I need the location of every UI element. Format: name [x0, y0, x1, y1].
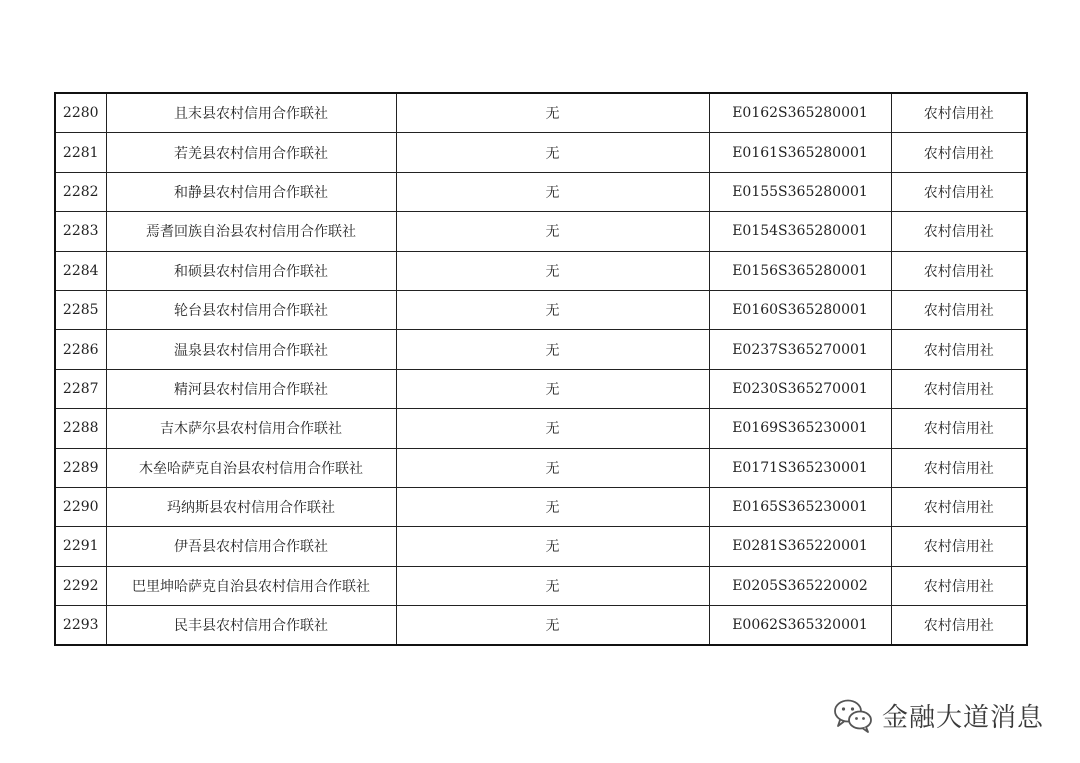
- cell-other: 无: [396, 527, 709, 566]
- cell-institution-type: 农村信用社: [891, 566, 1027, 605]
- cell-institution-name: 吉木萨尔县农村信用合作联社: [106, 409, 396, 448]
- cell-institution-name: 温泉县农村信用合作联社: [106, 330, 396, 369]
- cell-other: 无: [396, 566, 709, 605]
- table-row: [55, 93, 1027, 133]
- cell-institution-code: E0162S365280001: [709, 93, 891, 133]
- cell-other: 无: [396, 330, 709, 369]
- cell-institution-name: 木垒哈萨克自治县农村信用合作联社: [106, 448, 396, 487]
- institution-table: [54, 92, 1028, 646]
- cell-serial-number: 2289: [55, 448, 106, 487]
- cell-other: 无: [396, 409, 709, 448]
- cell-institution-name: 和静县农村信用合作联社: [106, 172, 396, 211]
- cell-institution-type: 农村信用社: [891, 251, 1027, 290]
- cell-institution-name: 轮台县农村信用合作联社: [106, 290, 396, 329]
- table-row: [55, 448, 1027, 487]
- cell-serial-number: 2285: [55, 290, 106, 329]
- cell-institution-name: 焉耆回族自治县农村信用合作联社: [106, 212, 396, 251]
- cell-institution-name: 且末县农村信用合作联社: [106, 93, 396, 133]
- cell-institution-type: 农村信用社: [891, 409, 1027, 448]
- cell-institution-name: 精河县农村信用合作联社: [106, 369, 396, 408]
- table-row: [55, 369, 1027, 408]
- wechat-icon: [832, 696, 874, 734]
- cell-institution-type: 农村信用社: [891, 487, 1027, 526]
- cell-other: 无: [396, 606, 709, 646]
- cell-serial-number: 2282: [55, 172, 106, 211]
- cell-other: 无: [396, 487, 709, 526]
- cell-institution-code: E0154S365280001: [709, 212, 891, 251]
- cell-institution-type: 农村信用社: [891, 527, 1027, 566]
- table-row: [55, 330, 1027, 369]
- cell-serial-number: 2292: [55, 566, 106, 605]
- table-row: [55, 487, 1027, 526]
- cell-institution-name: 若羌县农村信用合作联社: [106, 133, 396, 172]
- cell-serial-number: 2284: [55, 251, 106, 290]
- cell-serial-number: 2281: [55, 133, 106, 172]
- table-body: [55, 93, 1027, 645]
- cell-institution-code: E0062S365320001: [709, 606, 891, 646]
- cell-serial-number: 2280: [55, 93, 106, 133]
- table-row: [55, 212, 1027, 251]
- cell-institution-code: E0169S365230001: [709, 409, 891, 448]
- cell-institution-name: 伊吾县农村信用合作联社: [106, 527, 396, 566]
- cell-serial-number: 2290: [55, 487, 106, 526]
- cell-institution-type: 农村信用社: [891, 290, 1027, 329]
- cell-institution-name: 和硕县农村信用合作联社: [106, 251, 396, 290]
- cell-institution-code: E0161S365280001: [709, 133, 891, 172]
- cell-other: 无: [396, 369, 709, 408]
- cell-institution-type: 农村信用社: [891, 606, 1027, 646]
- table-row: [55, 606, 1027, 646]
- cell-institution-type: 农村信用社: [891, 369, 1027, 408]
- cell-serial-number: 2293: [55, 606, 106, 646]
- table-row: [55, 290, 1027, 329]
- cell-serial-number: 2286: [55, 330, 106, 369]
- cell-institution-type: 农村信用社: [891, 133, 1027, 172]
- cell-institution-code: E0237S365270001: [709, 330, 891, 369]
- cell-institution-name: 巴里坤哈萨克自治县农村信用合作联社: [106, 566, 396, 605]
- cell-other: 无: [396, 212, 709, 251]
- table-row: [55, 409, 1027, 448]
- table-row: [55, 527, 1027, 566]
- table-row: [55, 133, 1027, 172]
- cell-institution-type: 农村信用社: [891, 172, 1027, 211]
- cell-other: 无: [396, 448, 709, 487]
- cell-institution-code: E0230S365270001: [709, 369, 891, 408]
- cell-institution-type: 农村信用社: [891, 330, 1027, 369]
- cell-institution-code: E0171S365230001: [709, 448, 891, 487]
- cell-institution-code: E0281S365220001: [709, 527, 891, 566]
- cell-institution-code: E0155S365280001: [709, 172, 891, 211]
- cell-serial-number: 2288: [55, 409, 106, 448]
- cell-serial-number: 2291: [55, 527, 106, 566]
- watermark: [832, 696, 1044, 734]
- cell-institution-code: E0156S365280001: [709, 251, 891, 290]
- cell-institution-name: 民丰县农村信用合作联社: [106, 606, 396, 646]
- cell-other: 无: [396, 290, 709, 329]
- cell-other: 无: [396, 172, 709, 211]
- table-row: [55, 251, 1027, 290]
- watermark-text: 金融大道消息: [882, 702, 1045, 733]
- table-row: [55, 172, 1027, 211]
- cell-serial-number: 2287: [55, 369, 106, 408]
- cell-institution-type: 农村信用社: [891, 448, 1027, 487]
- cell-institution-code: E0165S365230001: [709, 487, 891, 526]
- institution-table-wrapper: [54, 92, 1028, 646]
- cell-other: 无: [396, 93, 709, 133]
- cell-institution-name: 玛纳斯县农村信用合作联社: [106, 487, 396, 526]
- cell-institution-code: E0205S365220002: [709, 566, 891, 605]
- cell-other: 无: [396, 251, 709, 290]
- cell-institution-type: 农村信用社: [891, 212, 1027, 251]
- cell-institution-type: 农村信用社: [891, 93, 1027, 133]
- cell-other: 无: [396, 133, 709, 172]
- cell-serial-number: 2283: [55, 212, 106, 251]
- cell-institution-code: E0160S365280001: [709, 290, 891, 329]
- table-row: [55, 566, 1027, 605]
